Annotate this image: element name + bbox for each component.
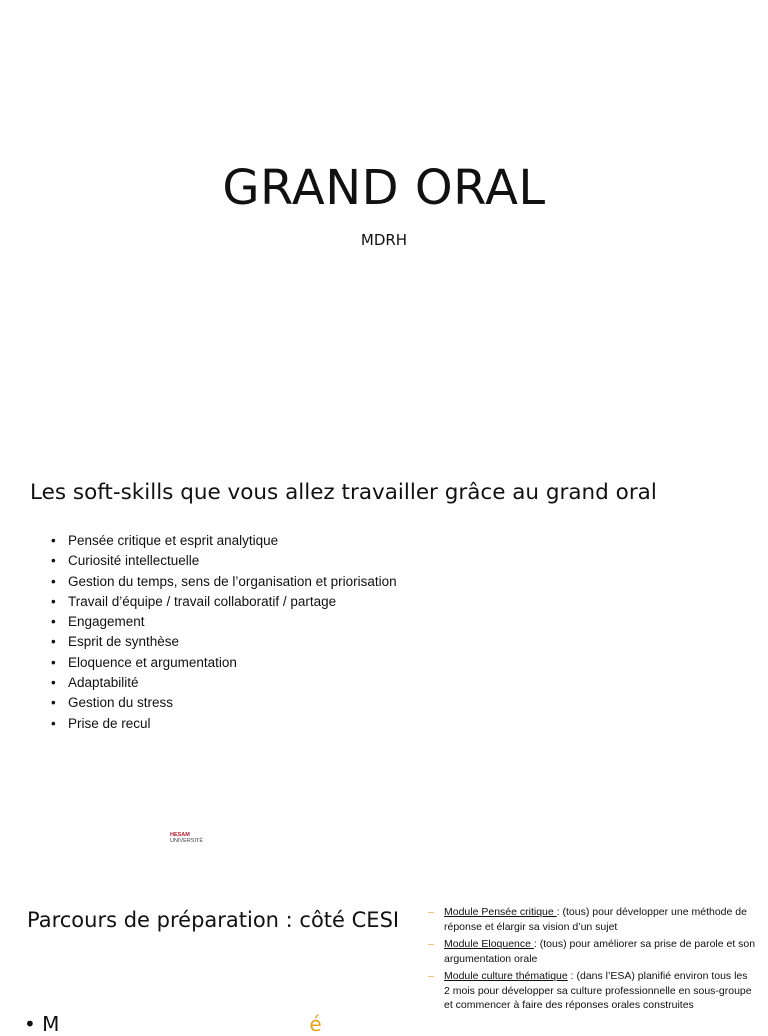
bullet-icon: • [51,675,56,691]
bullet-icon: • [51,695,56,711]
bullet-icon: • [51,634,56,650]
dash-icon: – [428,938,434,950]
bullet-icon: • [51,553,56,569]
list-item: – Module Pensée critique : (tous) pour développer une méthode de réponse et élargir sa vision d’un sujet [428,906,747,933]
hesam-logo: HESAM UNIVERSITÉ [170,832,204,844]
slide-title: GRAND ORAL [222,160,546,216]
list-item: – Module Eloquence : (tous) pour améliorer sa prise de parole et son argumentation orale [428,938,756,965]
slide-subtitle: MDRH [360,231,408,249]
list-item: • Gestion du stress [50,693,397,713]
list-item: • Pensée critique et esprit analytique [50,531,397,551]
list-item: – Module culture thématique : (dans l’ESA) planifié environ tous les 2 mois pour développer sa culture professionnelle en sous-groupe et commencer à faire des réponses orales construites [428,970,752,1011]
list-item: • Gestion du temps, sens de l’organisation et priorisation [50,572,397,592]
bullet-icon: • [51,533,56,548]
list-item: • Eloquence et argumentation [50,653,397,673]
modules-list [428,905,756,1016]
preparation-heading: Parcours de préparation : côté CESI [27,908,400,932]
list-item: • Travail d’équipe / travail collaboratif / partage [50,592,397,612]
bullet-icon: • [51,654,56,670]
bullet-icon: • [51,573,56,589]
list-item: • Curiosité intellectuelle [50,551,397,571]
dash-icon: – [428,906,434,918]
soft-skills-list [50,531,397,734]
list-item: • Prise de recul [50,714,397,734]
list-item: • Adaptabilité [50,673,397,693]
list-item: • Esprit de synthèse [50,632,397,652]
bullet-icon: • [51,614,56,630]
dash-icon: – [428,970,434,982]
bullet-icon: • [51,715,56,731]
list-item: • Engagement [50,612,397,632]
bullet-icon: • [51,593,56,609]
soft-skills-heading: Les soft-skills que vous allez travailler grâce au grand oral [30,480,657,505]
cut-off-text: • M é [24,1012,322,1036]
